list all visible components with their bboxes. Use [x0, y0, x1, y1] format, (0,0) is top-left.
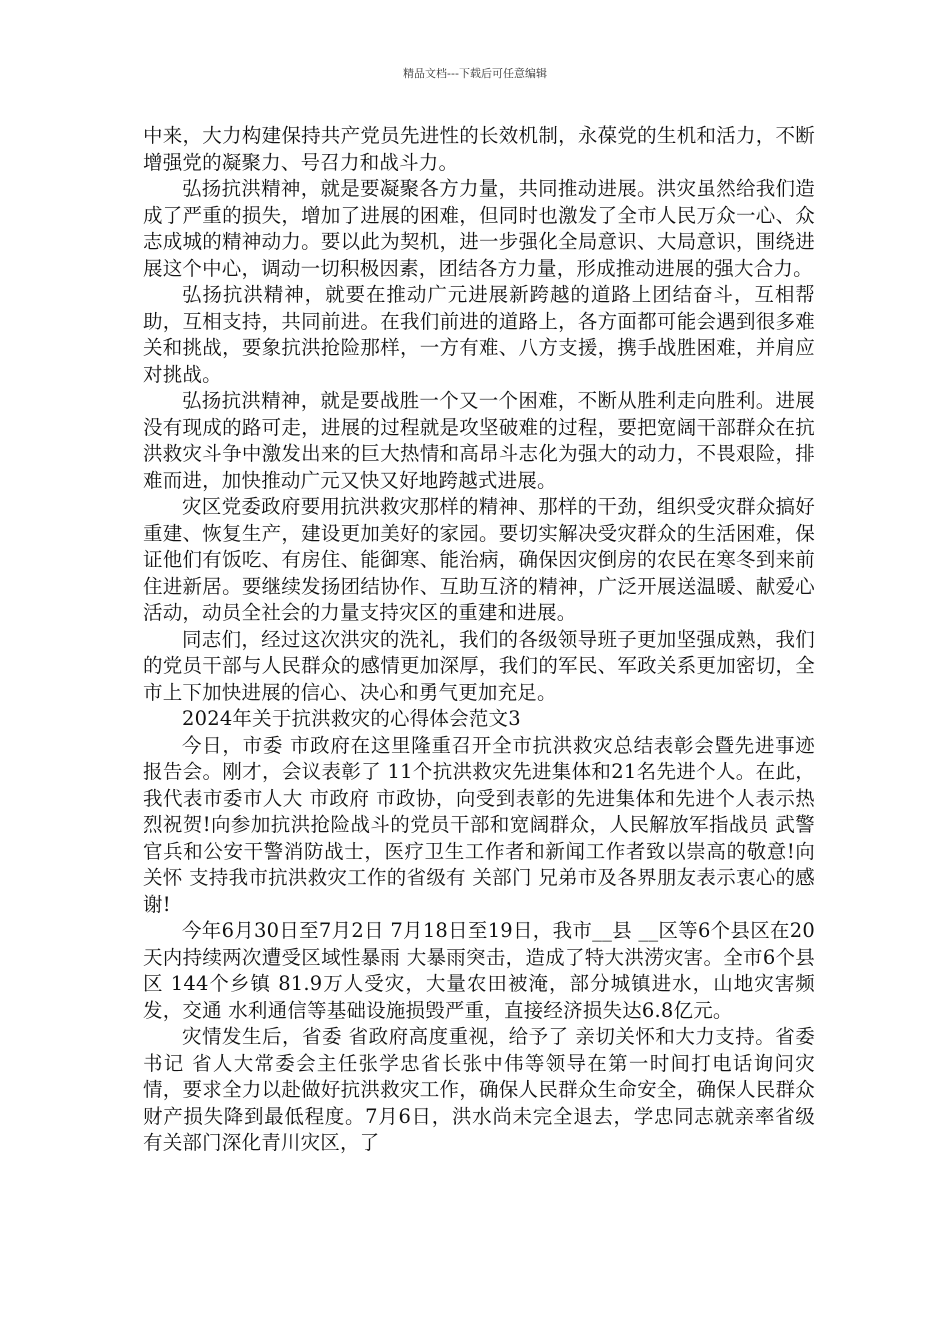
paragraph-continuation: 中来，大力构建保持共产党员先进性的长效机制，永葆党的生机和活力，不断增强党的凝聚力、号召力和战斗力。 [143, 124, 815, 174]
paragraph: 今日，市委 市政府在这里隆重召开全市抗洪救灾总结表彰会暨先进事迹报告会。刚才，会议表彰了 11个抗洪救灾先进集体和21名先进个人。在此，我代表市委市人大 市政府 市政协，向受到表彰的先进集体和先进个人表示热烈祝贺!向参加抗洪抢险战斗的党员干部和宽阔群众，人民解放军指战员 武警官兵和公安干警消防战士，医疗卫生工作者和新闻工作者致以崇高的敬意!向关怀 支持我市抗洪救灾工作的省级有 关部门 兄弟市及各界朋友表示衷心的感谢! [143, 733, 815, 916]
page-header-note: 精品文档---下载后可任意编辑 [403, 67, 547, 80]
paragraph: 灾区党委政府要用抗洪救灾那样的精神、那样的干劲，组织受灾群众搞好重建、恢复生产，建设更加美好的家园。要切实解决受灾群众的生活困难，保证他们有饭吃、有房住、能御寒、能治病，确保因灾倒房的农民在寒冬到来前住进新居。要继续发扬团结协作、互助互济的精神，广泛开展送温暖、献爱心活动，动员全社会的力量支持灾区的重建和进展。 [143, 495, 815, 624]
paragraph: 弘扬抗洪精神，就要在推动广元进展新跨越的道路上团结奋斗，互相帮助，互相支持，共同前进。在我们前进的道路上，各方面都可能会遇到很多难关和挑战，要象抗洪抢险那样，一方有难、八方支援，携手战胜困难，并肩应对挑战。 [143, 283, 815, 386]
paragraph: 今年6月30日至7月2日 7月18日至19日，我市__县 __区等6个县区在20天内持续两次遭受区域性暴雨 大暴雨突击，造成了特大洪涝灾害。全市6个县区 144个乡镇 81.9万人受灾，大量农田被淹，部分城镇进水，山地灾害频发，交通 水利通信等基础设施损毁严重，直接经济损失达6.8亿元。 [143, 919, 815, 1022]
paragraph: 灾情发生后，省委 省政府高度重视，给予了 亲切关怀和大力支持。省委书记 省人大常委会主任张学忠省长张中伟等领导在第一时间打电话询问灾情，要求全力以赴做好抗洪救灾工作，确保人民群众生命安全，确保人民群众财产损失降到最低程度。7月6日，洪水尚未完全退去，学忠同志就亲率省级有关部门深化青川灾区，了 [143, 1025, 815, 1154]
document-body [143, 123, 815, 1157]
section-heading: 2024年关于抗洪救灾的心得体会范文3 [182, 707, 521, 730]
paragraph: 弘扬抗洪精神，就是要战胜一个又一个困难，不断从胜利走向胜利。进展没有现成的路可走，进展的过程就是攻坚破难的过程，要把宽阔干部群众在抗洪救灾斗争中激发出来的巨大热情和高昂斗志化为强大的动力，不畏艰险，排难而进，加快推动广元又快又好地跨越式进展。 [143, 389, 815, 492]
paragraph: 弘扬抗洪精神，就是要凝聚各方力量，共同推动进展。洪灾虽然给我们造成了严重的损失，增加了进展的困难，但同时也激发了全市人民万众一心、众志成城的精神动力。要以此为契机，进一步强化全局意识、大局意识，围绕进展这个中心，调动一切积极因素，团结各方力量，形成推动进展的强大合力。 [143, 177, 815, 280]
paragraph: 同志们，经过这次洪灾的洗礼，我们的各级领导班子更加坚强成熟，我们的党员干部与人民群众的感情更加深厚，我们的军民、军政关系更加密切，全市上下加快进展的信心、决心和勇气更加充足。 [143, 627, 815, 704]
